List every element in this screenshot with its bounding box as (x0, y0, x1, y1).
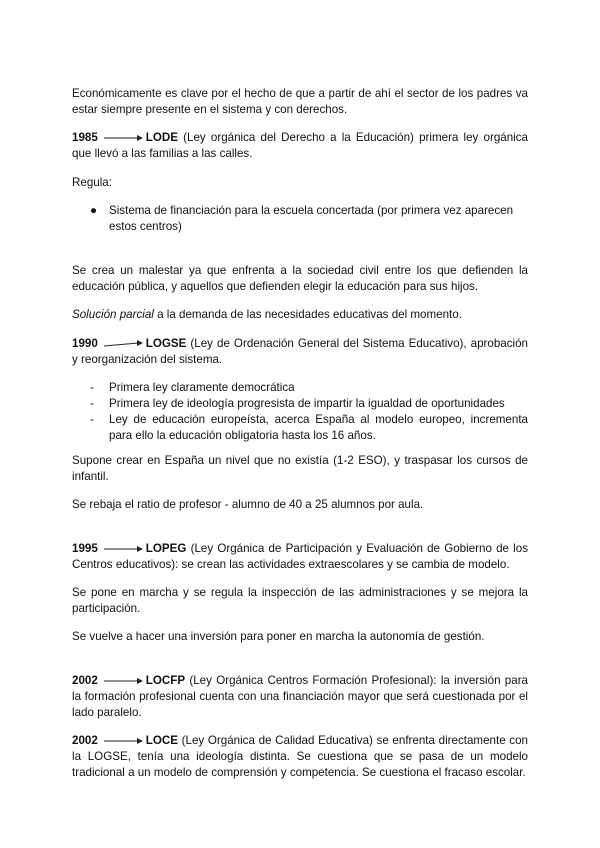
dash-icon: - (90, 397, 94, 410)
law-description: (Ley de Ordenación General del Sistema Educativo), aprobación y reorganización del sistema. (72, 337, 528, 366)
paragraph-malestar: Se crea un malestar ya que enfrenta a la sociedad civil entre los que defienden la educación pública, y aquellos que defienden elegir la educación para sus hijos. (72, 264, 528, 293)
list-item: - Primera ley claramente democrática (90, 381, 295, 394)
paragraph-supone: Supone crear en España un nivel que no existía (1-2 ESO), y traspasar los cursos de infantil. (72, 454, 528, 483)
bullet-icon: ● (90, 204, 98, 217)
law-description: (Ley Orgánica Centros Formación Profesional): la inversión para la formación profesional cuenta con una financiación mayor que será cuestionada por el lado paralelo. (72, 674, 528, 719)
arrow-icon (104, 676, 144, 686)
regula-label: Regula: (72, 176, 112, 189)
law-logse (72, 336, 528, 368)
logse-list (72, 380, 528, 444)
law-description: (Ley Orgánica de Participación y Evaluación de Gobierno de los Centros educativos): se crean las actividades extraescolares y se cambia de modelo. (72, 542, 528, 571)
law-lopeg (72, 541, 528, 573)
list-item: ● Sistema de financiación para la escuela concertada (por primera vez aparecen estos centros) (90, 204, 514, 233)
law-year: 1985 (72, 131, 98, 144)
list-item: - Primera ley de ideología progresista de impartir la igualdad de oportunidades (90, 397, 505, 410)
solucion-italic: Solución parcial (72, 308, 154, 321)
law-description: (Ley Orgánica de Calidad Educativa) se enfrenta directamente con la LOGSE, tenía una ideología distinta. Se cuestiona que se pasa de un modelo tradicional a un modelo de comprensión y competencia. Se cuestiona el fracaso escolar. (72, 734, 528, 779)
law-locfp (72, 673, 528, 721)
law-loce (72, 733, 528, 781)
arrow-icon (104, 133, 144, 143)
law-year: 2002 (72, 674, 98, 687)
arrow-icon (104, 339, 144, 349)
paragraph-solucion: Solución parcial a la demanda de las necesidades educativas del momento. (72, 308, 462, 321)
law-name: LOPEG (145, 542, 187, 555)
law-year: 2002 (72, 734, 98, 747)
list-item: - Ley de educación europeísta, acerca España al modelo europeo, incrementa para ello la educación obligatoria hasta los 16 años. (90, 413, 528, 442)
law-name: LOCFP (145, 674, 186, 687)
paragraph-marcha: Se pone en marcha y se regula la inspección de las administraciones y se mejora la participación. (72, 586, 528, 615)
regula-list (72, 203, 528, 235)
law-name: LODE (145, 131, 179, 144)
law-year: 1990 (72, 337, 98, 350)
law-description: (Ley orgánica del Derecho a la Educación) primera ley orgánica que llevó a las familias a las calles. (72, 131, 528, 160)
law-name: LOCE (145, 734, 179, 747)
arrow-icon (104, 736, 144, 746)
paragraph-inversion: Se vuelve a hacer una inversión para poner en marcha la autonomía de gestión. (72, 630, 485, 643)
paragraph-economicamente: Económicamente es clave por el hecho de que a partir de ahí el sector de los padres va estar siempre presente en el sistema y con derechos. (72, 87, 528, 116)
law-name: LOGSE (145, 337, 187, 350)
paragraph-ratio: Se rebaja el ratio de profesor - alumno de 40 a 25 alumnos por aula. (72, 498, 424, 511)
arrow-icon (104, 544, 144, 554)
law-lode (72, 130, 528, 162)
dash-icon: - (90, 381, 94, 394)
law-year: 1995 (72, 542, 98, 555)
dash-icon: - (90, 413, 94, 426)
